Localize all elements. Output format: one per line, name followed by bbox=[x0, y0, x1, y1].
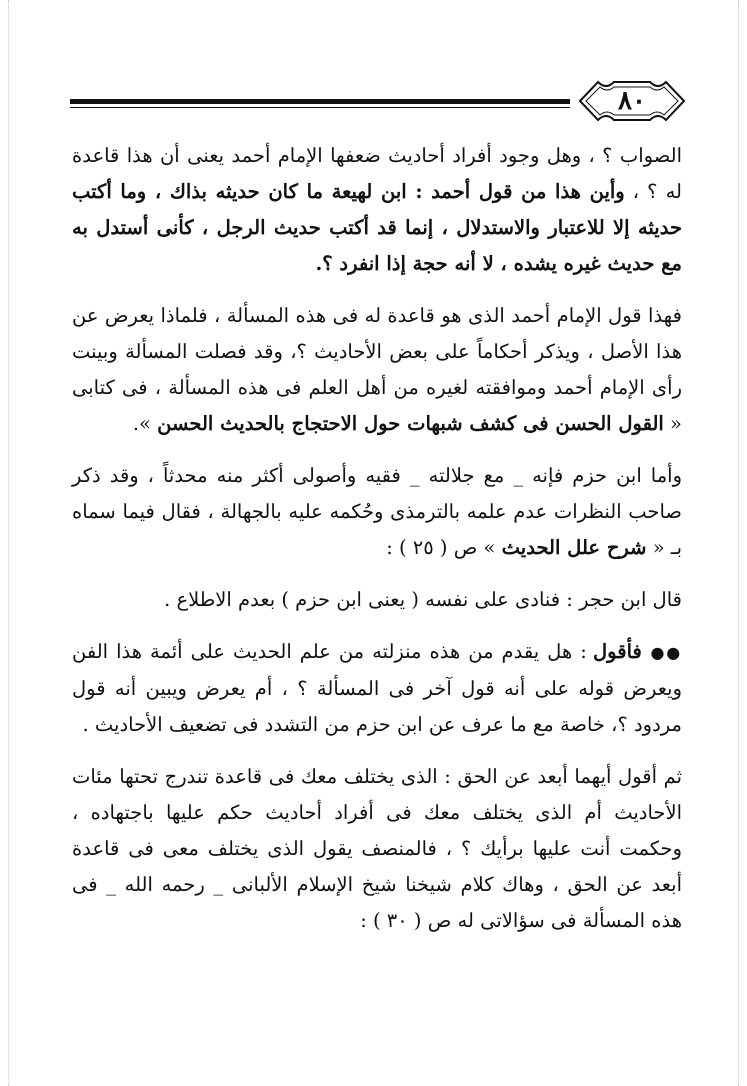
paragraph-3-text: وأما ابن حزم فإنه _ مع جلالته _ فقيه وأصولى أكثر منه محدثاً ، وقد ذكر صاحب النظرات عدم علمه بالترمذى وحُكمه عليه بالجهالة ، فقال فيما سماه بـ « bbox=[72, 464, 682, 559]
paragraph-4 bbox=[72, 582, 682, 618]
paragraph-1-text: الصواب ؟ ، وهل وجود أفراد أحاديث ضعفها الإمام أحمد يعنى أن هذا قاعدة له ؟ ، bbox=[72, 144, 682, 203]
paragraph-2 bbox=[72, 298, 682, 442]
cited-work-title: شرح علل الحديث bbox=[501, 536, 647, 559]
paragraph-5-text: : هل يقدم من هذه منزلته من علم الحديث على أئمة هذا الفن ويعرض قوله على أنه قول آخر فى المسألة ؟ ، أم يعرض ويبين أنه قول مردود ؟، خاصة مع ما عرف عن ابن حزم من التشدد فى تضعيف الأحاديث . bbox=[72, 640, 682, 736]
paragraph-3-end: » ص ( ٢٥ ) : bbox=[386, 536, 502, 559]
paragraph-2-end: ». bbox=[132, 412, 158, 435]
page-border-left bbox=[8, 0, 9, 1086]
book-title: القول الحسن فى كشف شبهات حول الاحتجاج بالحديث الحسن bbox=[157, 412, 664, 435]
page-header bbox=[70, 72, 690, 132]
page-border-right bbox=[738, 0, 739, 1086]
header-rule-thick bbox=[70, 99, 570, 104]
paragraph-3 bbox=[72, 458, 682, 566]
page-body bbox=[72, 138, 682, 955]
page-number-badge bbox=[576, 76, 688, 126]
paragraph-2-text: فهذا قول الإمام أحمد الذى هو قاعدة له فى هذه المسألة ، فلماذا يعرض عن هذا الأصل ، ويذكر أحكاماً على بعض الأحاديث ؟، وقد فصلت المسألة وبينت رأى الإمام أحمد وموافقته لغيره من أهل العلم فى هذه المسألة ، فى كتابى « bbox=[72, 304, 682, 435]
paragraph-1 bbox=[72, 138, 682, 282]
paragraph-6-text: ثم أقول أيهما أبعد عن الحق : الذى يختلف معك فى قاعدة تندرج تحتها مئات الأحاديث أم الذى يختلف معك فى أفراد أحاديث حكم عليها باجتهاده ، وحكمت أنت عليها برأيك ؟ ، فالمنصف يقول الذى يختلف معى فى قاعدة أبعد عن الحق ، وهاك كلام شيخنا شيخ الإسلام الألبانى _ رحمه الله _ فى هذه المسألة فى سؤالاتى له ص ( ٣٠ ) : bbox=[72, 765, 682, 932]
bullet-dots-icon: ●● bbox=[650, 643, 683, 662]
header-rule-thin bbox=[70, 107, 570, 108]
paragraph-6 bbox=[72, 759, 682, 939]
paragraph-5 bbox=[72, 634, 682, 743]
page-number: ٨٠ bbox=[618, 86, 646, 116]
paragraph-1-bold-quote: وأين هذا من قول أحمد : ابن لهيعة ما كان حديثه بذاك ، وما أكتب حديثه إلا للاعتبار والاستدلال ، إنما قد أكتب حديث الرجل ، كأنى أستدل به مع حديث غيره يشده ، لا أنه حجة إذا انفرد ؟. bbox=[72, 180, 682, 275]
paragraph-5-lead: فأقول bbox=[593, 640, 651, 663]
paragraph-4-text: قال ابن حجر : فنادى على نفسه ( يعنى ابن حزم ) بعدم الاطلاع . bbox=[164, 588, 682, 611]
